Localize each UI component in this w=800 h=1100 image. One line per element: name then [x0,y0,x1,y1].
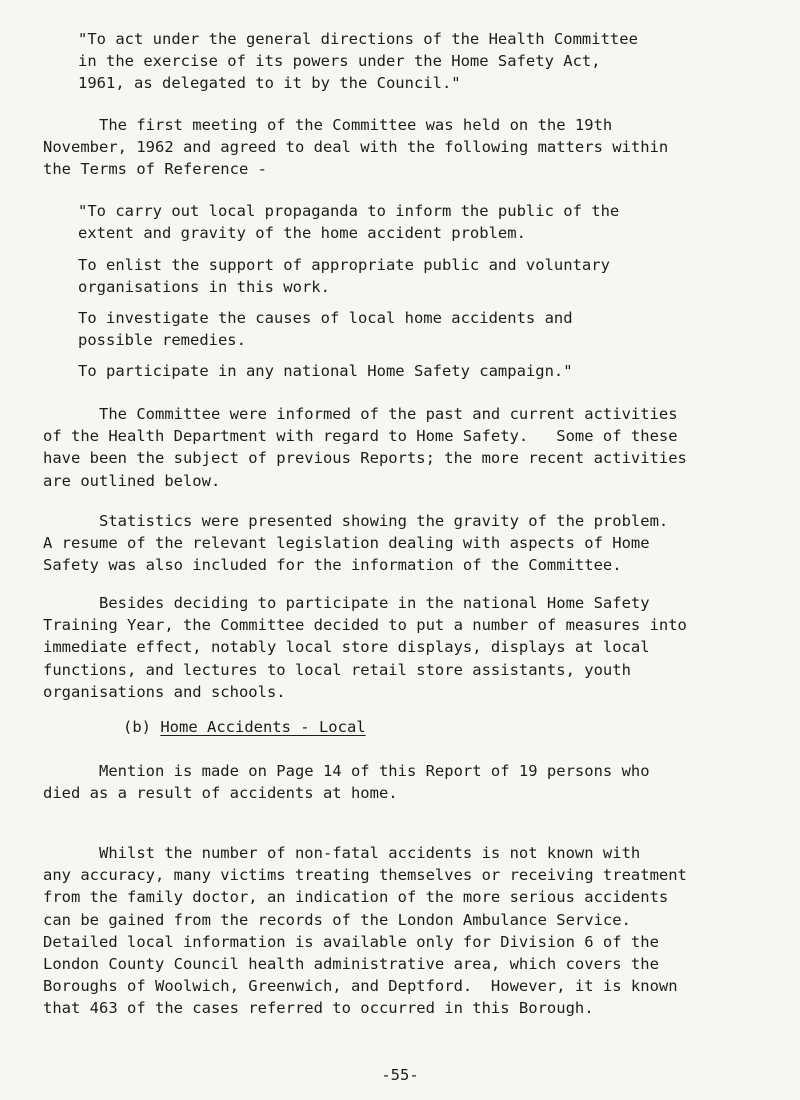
deaths-paragraph: Mention is made on Page 14 of this Report of 19 persons who died as a result of accidents at home. [43,762,650,803]
measures-paragraph: Besides deciding to participate in the national Home Safety Training Year, the Committee decided to put a number of measures into immediate effect, notably local store displays, displays at local functions, and lectures to local retail store assistants, youth organisations and schools. [43,594,687,701]
quoted-terms-of-reference: "To act under the general directions of the Health Committee in the exercise of its powers under the Home Safety Act, 1961, as delegated to it by the Council." [78,30,638,93]
term-investigate: To investigate the causes of local home accidents and possible remedies. [78,309,573,350]
section-heading-title: Home Accidents - Local [160,718,366,736]
first-meeting-paragraph: The first meeting of the Committee was held on the 19th November, 1962 and agreed to deal with the following matters within the Terms of Reference - [43,116,669,179]
section-heading [123,716,366,738]
section-heading-prefix: (b) [123,718,161,736]
term-propaganda: "To carry out local propaganda to inform the public of the extent and gravity of the home accident problem. [78,202,620,243]
non-fatal-accidents-paragraph: Whilst the number of non-fatal accidents is not known with any accuracy, many victims treating themselves or receiving treatment from the family doctor, an indication of the more serious accidents can be gained from the records of the London Ambulance Service. Detailed local information is available only for Division 6 of the London County Council health administrative area, which covers the Boroughs of Woolwich, Greenwich, and Deptford. However, it is known that 463 of the cases referred to occurred in this Borough. [43,844,687,1018]
term-enlist-support: To enlist the support of appropriate public and voluntary organisations in this work. [78,256,610,297]
statistics-paragraph: Statistics were presented showing the gravity of the problem. A resume of the relevant legislation dealing with aspects of Home Safety was also included for the information of the Committee. [43,512,669,575]
term-participate: To participate in any national Home Safety campaign." [78,362,573,380]
page-number: -55- [381,1066,419,1084]
committee-informed-paragraph: The Committee were informed of the past and current activities of the Health Department with regard to Home Safety. Some of these have been the subject of previous Reports; the more recent activities are outlined below. [43,405,687,490]
